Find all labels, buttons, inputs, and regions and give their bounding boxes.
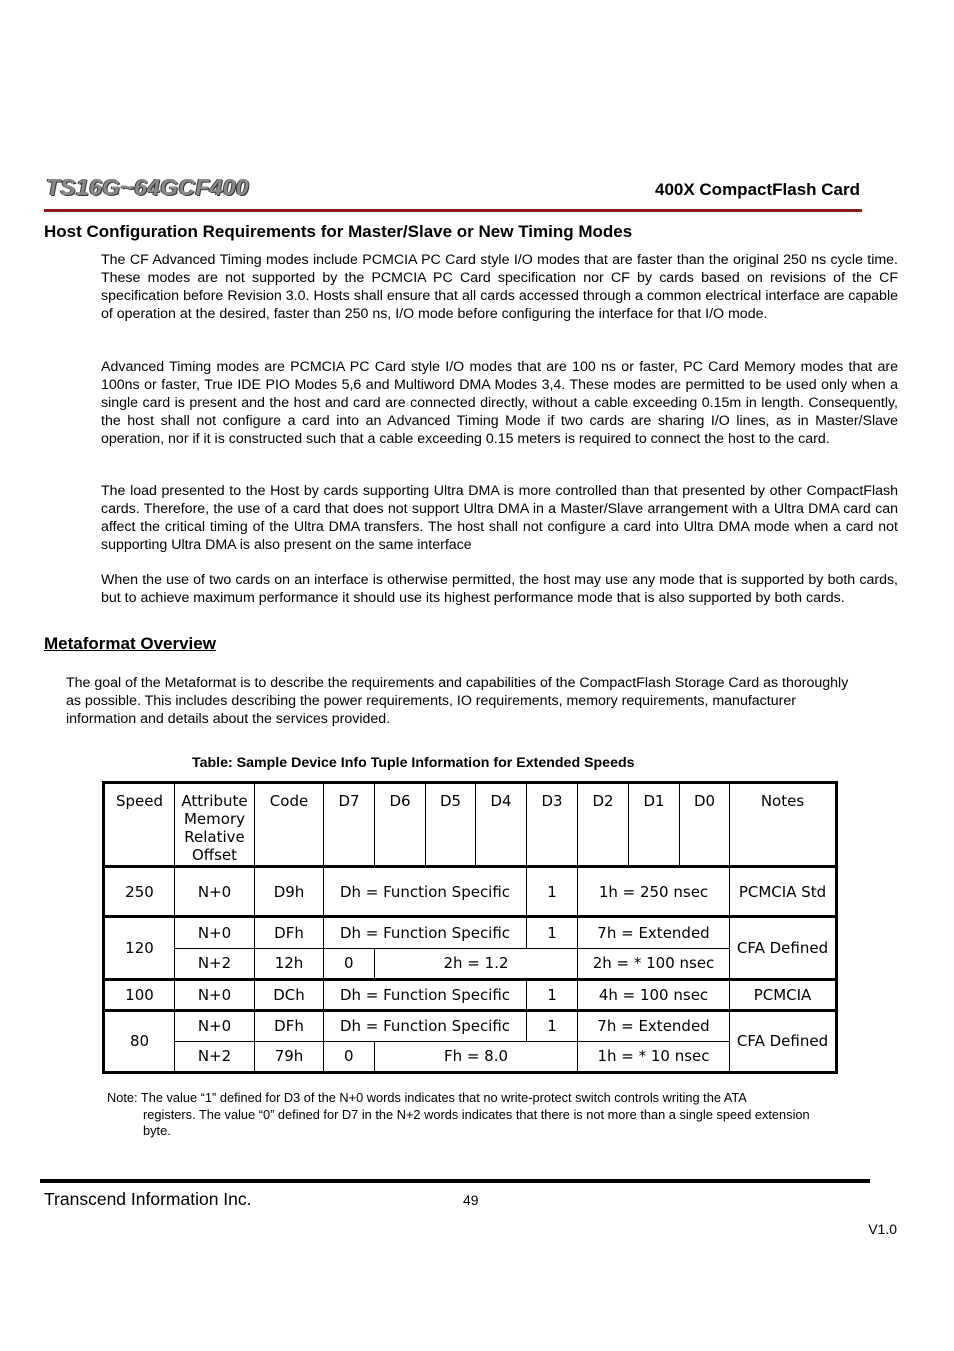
table-row-80-n2 — [104, 1041, 837, 1072]
cell-d2-d0: 2h = * 100 nsec — [578, 948, 730, 979]
cell-code: DFh — [255, 917, 324, 948]
cell-speed: 100 — [104, 979, 175, 1010]
cell-d7-d4: Dh = Function Specific — [324, 1010, 527, 1041]
page-number: 49 — [463, 1192, 479, 1208]
table-note-line1: Note: The value “1” defined for D3 of the N+0 words indicates that no write-protect switch controls writing the ATA — [107, 1090, 747, 1105]
header-speed: Speed — [104, 783, 175, 867]
paragraph-advanced-timing-intro: The CF Advanced Timing modes include PCMCIA PC Card style I/O modes that are faster than the original 250 ns cycle time. These modes are not supported by the PCMCIA PC Card specification nor CF by cards based on revisions of the CF specification before Revision 3.0. Hosts shall ensure that all cards accessed through a common electrical interface are capable of operation at the desired, faster than 250 ns, I/O mode before configuring the interface for that I/O mode. — [101, 252, 898, 322]
cell-offset: N+0 — [175, 979, 255, 1010]
cell-d6-d3: Fh = 8.0 — [375, 1041, 578, 1072]
cell-d7-d4: Dh = Function Specific — [324, 979, 527, 1010]
model-title: TS16G~64GCF400 — [46, 174, 250, 200]
cell-notes: PCMCIA — [730, 979, 837, 1010]
table-note — [107, 1090, 827, 1140]
cell-d2-d0: 1h = * 10 nsec — [578, 1041, 730, 1072]
table-row-100 — [104, 979, 837, 1010]
table-header-row — [104, 783, 837, 867]
header-offset: Attribute Memory Relative Offset — [175, 783, 255, 867]
cell-code: DFh — [255, 1010, 324, 1041]
cell-d3: 1 — [527, 979, 578, 1010]
section-title-host-config: Host Configuration Requirements for Master/Slave or New Timing Modes — [44, 222, 633, 241]
paragraph-ultra-dma: The load presented to the Host by cards supporting Ultra DMA is more controlled than that presented by other CompactFlash cards. Therefore, the use of a card that does not support Ultra DMA in a Master/Slave arrangement with a Ultra DMA card can affect the critical timing of the Ultra DMA transfers. The host shall not configure a card into Ultra DMA mode when a card not supporting Ultra DMA is also present on the same interface — [101, 483, 898, 553]
cell-offset: N+0 — [175, 917, 255, 948]
paragraph-metaformat: The goal of the Metaformat is to describe the requirements and capabilities of the CompactFlash Storage Card as thoroughly as possible. This includes describing the power requirements, IO requirements, memory requirements, manufacturer information and details about the services provided. — [66, 675, 849, 727]
cell-speed: 120 — [104, 917, 175, 979]
footer-divider — [40, 1179, 870, 1183]
table-caption: Table: Sample Device Info Tuple Information for Extended Speeds — [192, 755, 635, 771]
header-d4: D4 — [476, 783, 527, 867]
cell-d7-d4: Dh = Function Specific — [324, 917, 527, 948]
header-d6: D6 — [375, 783, 426, 867]
footer-company: Transcend Information Inc. — [44, 1189, 252, 1209]
paragraph-advanced-timing-modes: Advanced Timing modes are PCMCIA PC Card style I/O modes that are 100 ns or faster, PC Card Memory modes that are 100ns or faster, True IDE PIO Modes 5,6 and Multiword DMA Modes 3,4. These modes are permitted to be used only when a single card is present and the host and card are connected directly, without a cable exceeding 0.15m in length. Consequently, the host shall not configure a card into an Advanced Timing Mode if two cards are sharing I/O lines, as in Master/Slave operation, nor if it is constructed such that a cable exceeding 0.15 meters is required to connect the host to the card. — [101, 359, 898, 447]
device-info-tuple-table — [102, 781, 838, 1074]
paragraph-two-cards: When the use of two cards on an interface is otherwise permitted, the host may use any mode that is supported by both cards, but to achieve maximum performance it should use its highest performance mode that is also supported by both cards. — [101, 572, 898, 606]
header-d7: D7 — [324, 783, 375, 867]
table-row-120-n0 — [104, 917, 837, 948]
cell-d3: 1 — [527, 867, 578, 917]
cell-d3: 1 — [527, 917, 578, 948]
header-d3: D3 — [527, 783, 578, 867]
cell-d7-d4: Dh = Function Specific — [324, 867, 527, 917]
table-row-120-n2 — [104, 948, 837, 979]
cell-d2-d0: 7h = Extended — [578, 1010, 730, 1041]
cell-notes: PCMCIA Std — [730, 867, 837, 917]
header-d1: D1 — [629, 783, 680, 867]
cell-d3: 1 — [527, 1010, 578, 1041]
header-divider — [44, 209, 862, 212]
header-d0: D0 — [680, 783, 730, 867]
section-title-metaformat: Metaformat Overview — [44, 634, 216, 653]
cell-offset: N+2 — [175, 948, 255, 979]
cell-notes: CFA Defined — [730, 1010, 837, 1072]
table-row-80-n0 — [104, 1010, 837, 1041]
cell-speed: 250 — [104, 867, 175, 917]
cell-code: 79h — [255, 1041, 324, 1072]
cell-d7: 0 — [324, 1041, 375, 1072]
cell-notes: CFA Defined — [730, 917, 837, 979]
header-d5: D5 — [426, 783, 476, 867]
cell-code: D9h — [255, 867, 324, 917]
cell-d2-d0: 1h = 250 nsec — [578, 867, 730, 917]
cell-speed: 80 — [104, 1010, 175, 1072]
cell-offset: N+0 — [175, 1010, 255, 1041]
table-row-250 — [104, 867, 837, 917]
product-name: 400X CompactFlash Card — [654, 180, 860, 199]
cell-d7: 0 — [324, 948, 375, 979]
version-label: V1.0 — [868, 1221, 897, 1237]
cell-d2-d0: 7h = Extended — [578, 917, 730, 948]
cell-offset: N+0 — [175, 867, 255, 917]
header-code: Code — [255, 783, 324, 867]
cell-code: 12h — [255, 948, 324, 979]
table-note-line2: registers. The value “0” defined for D7 in the N+2 words indicates that there is not more than a single speed extension byte. — [143, 1106, 810, 1138]
cell-d6-d3: 2h = 1.2 — [375, 948, 578, 979]
cell-d2-d0: 4h = 100 nsec — [578, 979, 730, 1010]
cell-code: DCh — [255, 979, 324, 1010]
header-d2: D2 — [578, 783, 629, 867]
cell-offset: N+2 — [175, 1041, 255, 1072]
header-notes: Notes — [730, 783, 837, 867]
